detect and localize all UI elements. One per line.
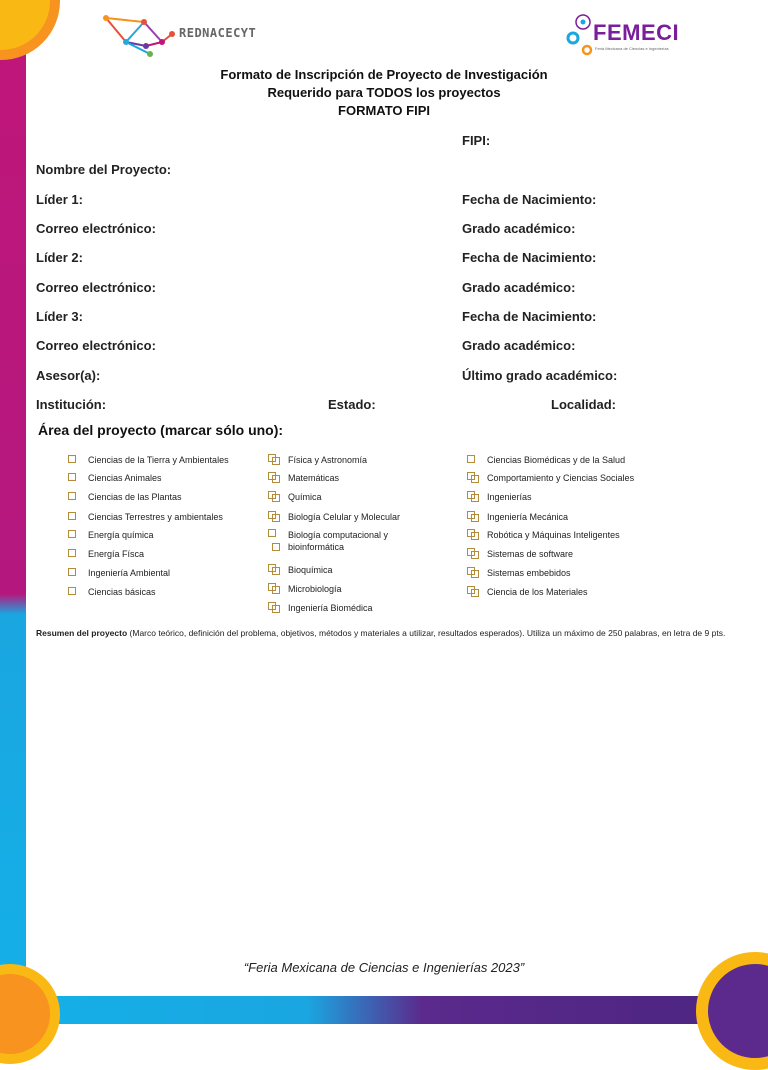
area-option[interactable]: Ciencias Biomédicas y de la Salud <box>467 454 625 466</box>
leader1-birthdate-field[interactable]: Fecha de Nacimiento: <box>462 192 597 207</box>
checkbox-icon[interactable] <box>68 587 76 595</box>
summary-text: (Marco teórico, definición del problema, objetivos, métodos y materiales a utilizar, resultados esperados). Utiliza un máximo de 250 palabras, en letra de 9 pts. <box>127 628 726 638</box>
checkbox-icon[interactable] <box>268 454 280 466</box>
checkbox-icon[interactable] <box>467 511 479 523</box>
femeci-wordmark: FEMECI <box>593 20 680 45</box>
rednacecyt-wordmark: REDNACECYT <box>179 26 257 40</box>
leader1-field[interactable]: Líder 1: <box>36 192 83 207</box>
checkbox-icon[interactable] <box>68 549 76 557</box>
femeci-logo <box>565 8 680 58</box>
rednacecyt-logo <box>102 12 262 58</box>
footer-caption: “Feria Mexicana de Ciencias e Ingenierías 2023” <box>243 960 525 975</box>
checkbox-icon[interactable] <box>467 529 479 541</box>
checkbox-icon[interactable] <box>68 492 76 500</box>
area-option[interactable]: Ingeniería Biomédica <box>268 602 373 614</box>
checkbox-icon[interactable] <box>68 473 76 481</box>
area-option[interactable]: Microbiología <box>268 583 342 595</box>
checkbox-icon[interactable] <box>467 567 479 579</box>
area-option[interactable]: Bioquímica <box>268 564 333 576</box>
area-option[interactable]: Ingeniería Mecánica <box>467 511 568 523</box>
leader2-email-field[interactable]: Correo electrónico: <box>36 280 156 295</box>
leader1-email-field[interactable]: Correo electrónico: <box>36 221 156 236</box>
corner-circle-top-left <box>0 0 60 60</box>
area-option[interactable]: Energía química <box>68 529 154 541</box>
checkbox-icon[interactable] <box>467 548 479 560</box>
locality-field[interactable]: Localidad: <box>551 397 617 412</box>
checkbox-icon[interactable] <box>268 472 280 484</box>
checkbox-icon[interactable] <box>68 512 76 520</box>
area-option[interactable]: Física y Astronomía <box>268 454 367 466</box>
leader1-degree-field[interactable]: Grado académico: <box>462 221 576 236</box>
title-line-2: Requerido para TODOS los proyectos <box>267 85 501 100</box>
checkbox-icon[interactable] <box>467 455 475 463</box>
corner-circle-bottom-left <box>0 964 60 1064</box>
leader3-birthdate-field[interactable]: Fecha de Nacimiento: <box>462 309 597 324</box>
checkbox-icon[interactable] <box>68 455 76 463</box>
state-field[interactable]: Estado: <box>328 397 376 412</box>
checkbox-icon[interactable] <box>268 491 280 503</box>
title-line-3: FORMATO FIPI <box>338 103 430 118</box>
leader3-field[interactable]: Líder 3: <box>36 309 83 324</box>
title-line-1: Formato de Inscripción de Proyecto de Investigación <box>220 67 548 82</box>
checkbox-icon[interactable] <box>268 583 280 595</box>
checkbox-icon[interactable] <box>268 602 280 614</box>
form-title <box>0 66 768 120</box>
network-icon <box>102 12 177 58</box>
area-option[interactable]: Química <box>268 491 322 503</box>
project-name-field[interactable]: Nombre del Proyecto: <box>36 162 172 177</box>
area-option[interactable]: Robótica y Máquinas Inteligentes <box>467 529 620 541</box>
bottom-color-band <box>0 996 768 1024</box>
summary-label: Resumen del proyecto <box>36 628 128 638</box>
fipi-field[interactable]: FIPI: <box>462 133 491 148</box>
checkbox-icon[interactable] <box>268 529 280 541</box>
area-option[interactable]: Ingenierías <box>467 491 532 503</box>
leader2-birthdate-field[interactable]: Fecha de Nacimiento: <box>462 250 597 265</box>
area-option[interactable]: Ciencia de los Materiales <box>467 586 588 598</box>
checkbox-icon[interactable] <box>268 511 280 523</box>
area-option[interactable]: Sistemas embebidos <box>467 567 571 579</box>
area-option[interactable]: Comportamiento y Ciencias Sociales <box>467 472 634 484</box>
area-title: Área del proyecto (marcar sólo uno): <box>38 422 284 438</box>
leader2-degree-field[interactable]: Grado académico: <box>462 280 576 295</box>
area-option[interactable]: Ciencias básicas <box>68 586 156 598</box>
area-option[interactable]: Ciencias Animales <box>68 472 162 484</box>
checkbox-icon[interactable] <box>467 586 479 598</box>
checkbox-icon[interactable] <box>68 568 76 576</box>
checkbox-icon[interactable] <box>467 491 479 503</box>
checkbox-icon[interactable] <box>268 564 280 576</box>
advisor-degree-field[interactable]: Último grado académico: <box>462 368 618 383</box>
institution-field[interactable]: Institución: <box>36 397 107 412</box>
area-option[interactable]: Ciencias de la Tierra y Ambientales <box>68 454 229 466</box>
left-color-band <box>0 0 26 1024</box>
leader2-field[interactable]: Líder 2: <box>36 250 83 265</box>
area-option[interactable]: Biología computacional y bioinformática <box>268 529 408 553</box>
project-summary-instructions <box>36 628 726 639</box>
area-option[interactable]: Energía Físca <box>68 548 144 560</box>
checkbox-icon[interactable] <box>467 472 479 484</box>
leader3-email-field[interactable]: Correo electrónico: <box>36 338 156 353</box>
leader3-degree-field[interactable]: Grado académico: <box>462 338 576 353</box>
checkbox-icon[interactable] <box>68 530 76 538</box>
advisor-field[interactable]: Asesor(a): <box>36 368 101 383</box>
area-option[interactable]: Ciencias Terrestres y ambientales <box>68 511 223 523</box>
femeci-subtitle: Feria Mexicana de Ciencias e Ingenierías <box>595 46 669 51</box>
area-option[interactable]: Biología Celular y Molecular <box>268 511 400 523</box>
area-option[interactable]: Matemáticas <box>268 472 339 484</box>
area-option[interactable]: Ingeniería Ambiental <box>68 567 170 579</box>
area-option[interactable]: Sistemas de software <box>467 548 573 560</box>
area-option[interactable]: Ciencias de las Plantas <box>68 491 182 503</box>
